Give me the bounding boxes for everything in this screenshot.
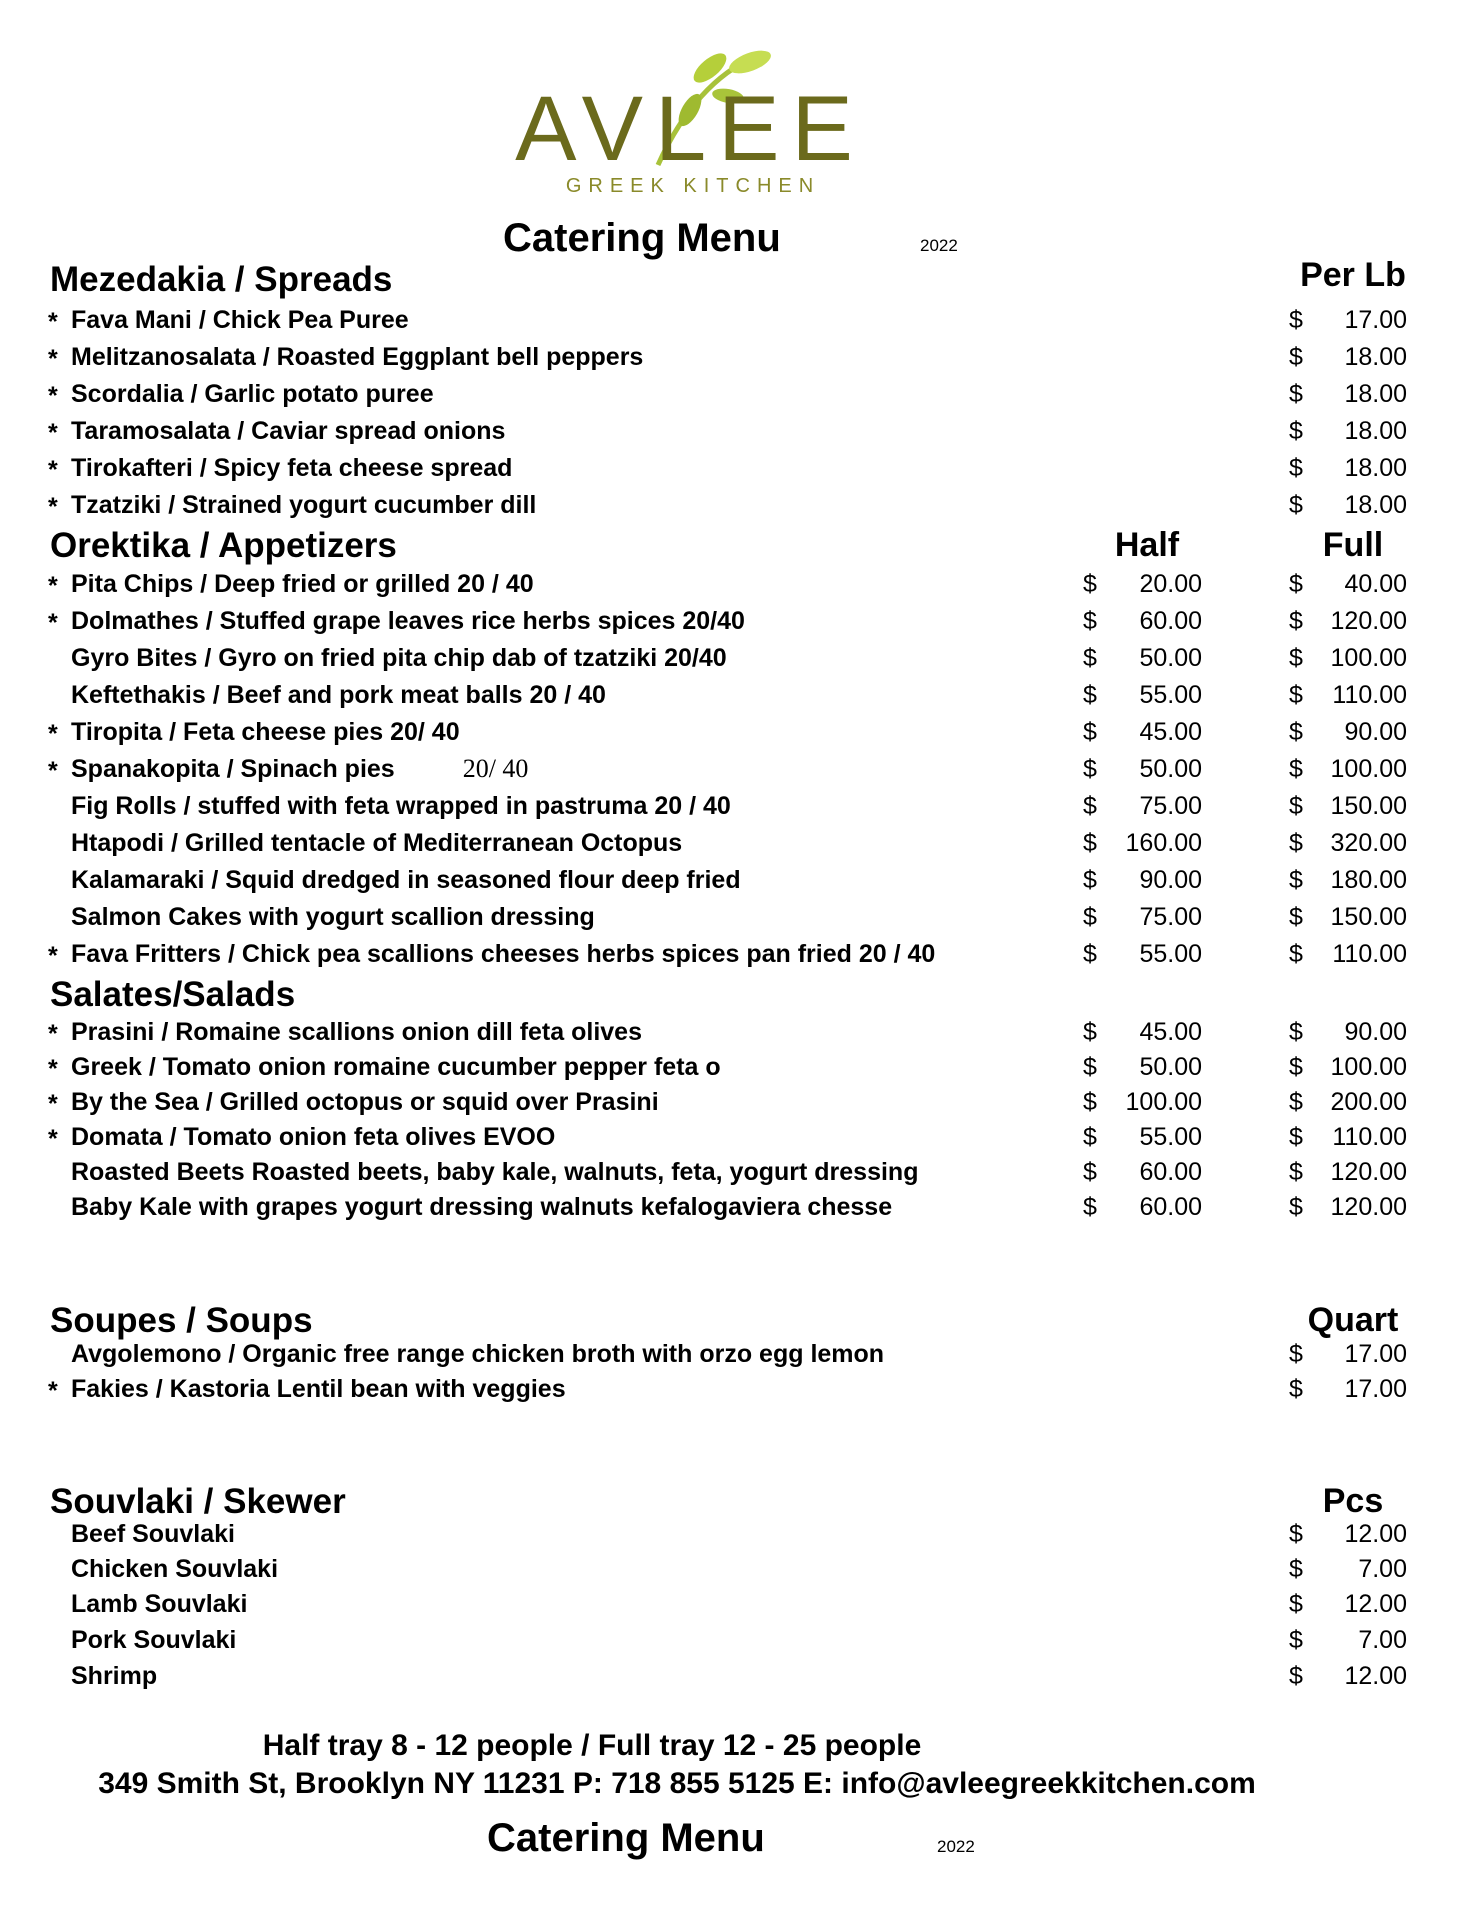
price-half: 45.00	[1139, 718, 1202, 746]
item-name-text: Domata / Tomato onion feta olives EVOO	[71, 1123, 556, 1151]
currency-symbol: $	[1289, 755, 1303, 783]
price-half: 160.00	[1125, 829, 1202, 857]
item-name-text: Kalamaraki / Squid dredged in seasoned flour deep fried	[71, 866, 741, 894]
currency-symbol: $	[1083, 903, 1097, 931]
currency-symbol: $	[1289, 829, 1303, 857]
price-full: 100.00	[1330, 755, 1407, 783]
menu-item	[0, 1587, 1484, 1621]
menu-item	[0, 1190, 1484, 1224]
currency-symbol: $	[1289, 1555, 1303, 1583]
price-half: 50.00	[1139, 644, 1202, 672]
item-name-text: Melitzanosalata / Roasted Eggplant bell peppers	[71, 343, 644, 371]
price-full: 100.00	[1330, 644, 1407, 672]
currency-symbol: $	[1289, 681, 1303, 709]
currency-symbol: $	[1289, 1590, 1303, 1618]
item-portion: 20/ 40	[462, 754, 529, 783]
item-name	[71, 752, 528, 786]
currency-symbol: $	[1289, 1088, 1303, 1116]
menu-item	[0, 1623, 1484, 1657]
currency-symbol: $	[1289, 1375, 1303, 1403]
menu-item	[0, 567, 1484, 601]
price-half: 55.00	[1139, 681, 1202, 709]
price-full: 18.00	[1344, 343, 1407, 371]
section-title: Soupes / Soups	[50, 1301, 313, 1340]
page-title: Catering Menu	[503, 216, 781, 260]
logo-wordmark: AVLEE	[515, 78, 865, 180]
currency-symbol: $	[1083, 1018, 1097, 1046]
contact-info: 349 Smith St, Brooklyn NY 11231 P: 718 855 5125 E: info@avleegreekkitchen.com	[98, 1767, 1256, 1800]
menu-item	[0, 789, 1484, 823]
currency-symbol: $	[1289, 491, 1303, 519]
price-half: 50.00	[1139, 755, 1202, 783]
menu-item	[0, 1050, 1484, 1084]
item-name-text: Fava Mani / Chick Pea Puree	[71, 306, 409, 334]
item-marker: *	[48, 419, 58, 447]
item-name	[71, 451, 512, 485]
currency-symbol: $	[1083, 1158, 1097, 1186]
currency-symbol: $	[1083, 866, 1097, 894]
price-half: 45.00	[1139, 1018, 1202, 1046]
currency-symbol: $	[1289, 1340, 1303, 1368]
menu-item	[0, 1015, 1484, 1049]
price-full: 120.00	[1330, 1193, 1407, 1221]
item-name	[71, 863, 741, 897]
price-full: 150.00	[1330, 903, 1407, 931]
item-name	[71, 826, 682, 860]
menu-item	[0, 826, 1484, 860]
menu-item	[0, 1372, 1484, 1406]
column-header-half: Half	[1114, 526, 1180, 564]
currency-symbol: $	[1289, 792, 1303, 820]
item-name	[71, 567, 534, 601]
item-marker: *	[48, 493, 58, 521]
price-half: 60.00	[1139, 1158, 1202, 1186]
price-half: 55.00	[1139, 940, 1202, 968]
currency-symbol: $	[1083, 681, 1097, 709]
price-half: 75.00	[1139, 903, 1202, 931]
currency-symbol: $	[1289, 1158, 1303, 1186]
price-full: 17.00	[1344, 306, 1407, 334]
menu-item	[0, 1659, 1484, 1693]
currency-symbol: $	[1289, 1123, 1303, 1151]
item-name-text: Greek / Tomato onion romaine cucumber pepper feta o	[71, 1053, 721, 1081]
item-marker: *	[48, 1055, 58, 1083]
item-name-text: Fakies / Kastoria Lentil bean with veggies	[71, 1375, 566, 1403]
price-half: 100.00	[1125, 1088, 1202, 1116]
item-name	[71, 937, 935, 971]
currency-symbol: $	[1083, 1088, 1097, 1116]
currency-symbol: $	[1289, 1053, 1303, 1081]
currency-symbol: $	[1083, 570, 1097, 598]
price-full: 40.00	[1344, 570, 1407, 598]
item-marker: *	[48, 609, 58, 637]
avlee-logo	[478, 40, 902, 200]
item-name-text: Tzatziki / Strained yogurt cucumber dill	[71, 491, 537, 519]
price-full: 18.00	[1344, 417, 1407, 445]
item-marker: *	[48, 1377, 58, 1405]
item-marker: *	[48, 1125, 58, 1153]
currency-symbol: $	[1083, 607, 1097, 635]
item-name-text: Avgolemono / Organic free range chicken broth with orzo egg lemon	[71, 1340, 885, 1368]
menu-item	[0, 863, 1484, 897]
item-name-text: Roasted Beets Roasted beets, baby kale, walnuts, feta, yogurt dressing	[71, 1158, 919, 1186]
item-name-text: Scordalia / Garlic potato puree	[71, 380, 434, 408]
menu-item	[0, 488, 1484, 522]
menu-item	[0, 715, 1484, 749]
price-half: 50.00	[1139, 1053, 1202, 1081]
price-full: 7.00	[1358, 1626, 1407, 1654]
item-name	[71, 678, 606, 712]
item-name	[71, 715, 460, 749]
item-name	[71, 488, 536, 522]
item-name	[71, 1587, 247, 1621]
item-name-text: Taramosalata / Caviar spread onions	[71, 417, 506, 445]
currency-symbol: $	[1289, 306, 1303, 334]
item-marker: *	[48, 942, 58, 970]
price-half: 60.00	[1139, 607, 1202, 635]
currency-symbol: $	[1083, 1193, 1097, 1221]
currency-symbol: $	[1083, 1123, 1097, 1151]
menu-item	[0, 1552, 1484, 1586]
item-name	[71, 1155, 918, 1189]
currency-symbol: $	[1083, 644, 1097, 672]
item-marker: *	[48, 1020, 58, 1048]
menu-item	[0, 340, 1484, 374]
item-name	[71, 1552, 278, 1586]
item-name-text: Fig Rolls / stuffed with feta wrapped in pastruma 20 / 40	[71, 792, 731, 820]
item-name	[71, 641, 727, 675]
item-name-text: Salmon Cakes with yogurt scallion dressing	[71, 903, 595, 931]
item-name-text: Gyro Bites / Gyro on fried pita chip dab of tzatziki 20/40	[71, 644, 727, 672]
price-full: 90.00	[1344, 718, 1407, 746]
price-full: 12.00	[1344, 1520, 1407, 1548]
currency-symbol: $	[1083, 718, 1097, 746]
item-name	[71, 1659, 157, 1693]
section-title: Mezedakia / Spreads	[50, 260, 393, 299]
column-header-price: Pcs	[1322, 1482, 1384, 1520]
price-full: 200.00	[1330, 1088, 1407, 1116]
price-full: 110.00	[1332, 940, 1407, 968]
item-name-text: Beef Souvlaki	[71, 1520, 235, 1548]
currency-symbol: $	[1289, 343, 1303, 371]
item-name	[71, 1050, 721, 1084]
currency-symbol: $	[1289, 454, 1303, 482]
menu-item	[0, 414, 1484, 448]
currency-symbol: $	[1289, 1662, 1303, 1690]
item-name-text: Baby Kale with grapes yogurt dressing walnuts kefalogaviera chesse	[71, 1193, 893, 1221]
item-name-text: Dolmathes / Stuffed grape leaves rice herbs spices 20/40	[71, 607, 745, 635]
menu-item	[0, 377, 1484, 411]
price-half: 60.00	[1139, 1193, 1202, 1221]
item-name-text: Pita Chips / Deep fried or grilled 20 / 40	[71, 570, 534, 598]
price-full: 18.00	[1344, 491, 1407, 519]
item-name-text: Htapodi / Grilled tentacle of Mediterranean Octopus	[71, 829, 683, 857]
item-name-text: Prasini / Romaine scallions onion dill feta olives	[71, 1018, 642, 1046]
item-marker: *	[48, 456, 58, 484]
item-marker: *	[48, 382, 58, 410]
price-full: 7.00	[1358, 1555, 1407, 1583]
price-full: 120.00	[1330, 1158, 1407, 1186]
price-full: 320.00	[1330, 829, 1407, 857]
currency-symbol: $	[1083, 792, 1097, 820]
tray-sizes: Half tray 8 - 12 people / Full tray 12 - 25 people	[262, 1729, 922, 1762]
item-name	[71, 900, 595, 934]
price-full: 100.00	[1330, 1053, 1407, 1081]
item-name-text: Lamb Souvlaki	[71, 1590, 248, 1618]
currency-symbol: $	[1289, 644, 1303, 672]
price-full: 12.00	[1344, 1662, 1407, 1690]
price-full: 110.00	[1332, 681, 1407, 709]
item-name-text: Pork Souvlaki	[71, 1626, 237, 1654]
currency-symbol: $	[1289, 866, 1303, 894]
menu-item	[0, 641, 1484, 675]
menu-item	[0, 604, 1484, 638]
currency-symbol: $	[1289, 417, 1303, 445]
menu-item	[0, 900, 1484, 934]
item-name	[71, 604, 745, 638]
price-half: 90.00	[1139, 866, 1202, 894]
item-name	[71, 1623, 236, 1657]
footer-year: 2022	[937, 1837, 975, 1856]
section-title: Salates/Salads	[50, 975, 296, 1014]
item-name	[71, 377, 434, 411]
item-name	[71, 1120, 555, 1154]
menu-item	[0, 1085, 1484, 1119]
price-full: 17.00	[1344, 1375, 1407, 1403]
item-name-text: By the Sea / Grilled octopus or squid over Prasini	[71, 1088, 659, 1116]
page-year: 2022	[920, 236, 958, 255]
column-header-price: Full	[1322, 526, 1384, 564]
menu-item	[0, 1155, 1484, 1189]
menu-item	[0, 1120, 1484, 1154]
item-marker: *	[48, 345, 58, 373]
item-name-text: Tiropita / Feta cheese pies 20/ 40	[71, 718, 460, 746]
item-name	[71, 1085, 659, 1119]
item-name-text: Fava Fritters / Chick pea scallions cheeses herbs spices pan fried 20 / 40	[71, 940, 936, 968]
currency-symbol: $	[1083, 755, 1097, 783]
item-name	[71, 303, 409, 337]
price-full: 150.00	[1330, 792, 1407, 820]
currency-symbol: $	[1289, 718, 1303, 746]
price-full: 12.00	[1344, 1590, 1407, 1618]
column-header-price: Per Lb	[1300, 256, 1406, 294]
item-marker: *	[48, 572, 58, 600]
menu-item	[0, 1517, 1484, 1551]
menu-item	[0, 937, 1484, 971]
currency-symbol: $	[1289, 903, 1303, 931]
item-name	[71, 1517, 235, 1551]
section-title: Orektika / Appetizers	[50, 526, 397, 565]
item-name	[71, 1337, 884, 1371]
currency-symbol: $	[1289, 1018, 1303, 1046]
currency-symbol: $	[1289, 940, 1303, 968]
item-name	[71, 1015, 642, 1049]
item-name	[71, 414, 505, 448]
item-name	[71, 340, 643, 374]
column-header-price: Quart	[1307, 1301, 1399, 1339]
item-name	[71, 1190, 892, 1224]
currency-symbol: $	[1289, 1520, 1303, 1548]
item-marker: *	[48, 1090, 58, 1118]
section-title: Souvlaki / Skewer	[50, 1482, 346, 1521]
item-name-text: Spanakopita / Spinach pies	[71, 755, 395, 783]
menu-item	[0, 752, 1484, 786]
item-name-text: Chicken Souvlaki	[71, 1555, 279, 1583]
item-name	[71, 1372, 566, 1406]
item-name-text: Tirokafteri / Spicy feta cheese spread	[71, 454, 513, 482]
currency-symbol: $	[1289, 607, 1303, 635]
currency-symbol: $	[1289, 570, 1303, 598]
menu-item	[0, 678, 1484, 712]
footer-title: Catering Menu	[487, 1816, 765, 1860]
currency-symbol: $	[1083, 829, 1097, 857]
currency-symbol: $	[1289, 1626, 1303, 1654]
item-marker: *	[48, 308, 58, 336]
price-full: 18.00	[1344, 380, 1407, 408]
item-marker: *	[48, 757, 58, 785]
price-full: 17.00	[1344, 1340, 1407, 1368]
logo-tagline: GREEK KITCHEN	[565, 175, 821, 197]
item-marker: *	[48, 720, 58, 748]
price-full: 120.00	[1330, 607, 1407, 635]
item-name	[71, 789, 731, 823]
price-half: 75.00	[1139, 792, 1202, 820]
price-full: 110.00	[1332, 1123, 1407, 1151]
item-name-text: Keftethakis / Beef and pork meat balls 20 / 40	[71, 681, 606, 709]
price-half: 55.00	[1139, 1123, 1202, 1151]
currency-symbol: $	[1289, 1193, 1303, 1221]
menu-item	[0, 303, 1484, 337]
menu-item	[0, 1337, 1484, 1371]
price-full: 180.00	[1330, 866, 1407, 894]
menu-item	[0, 451, 1484, 485]
currency-symbol: $	[1083, 940, 1097, 968]
price-half: 20.00	[1139, 570, 1202, 598]
item-name-text: Shrimp	[71, 1662, 158, 1690]
price-full: 18.00	[1344, 454, 1407, 482]
currency-symbol: $	[1289, 380, 1303, 408]
currency-symbol: $	[1083, 1053, 1097, 1081]
price-full: 90.00	[1344, 1018, 1407, 1046]
